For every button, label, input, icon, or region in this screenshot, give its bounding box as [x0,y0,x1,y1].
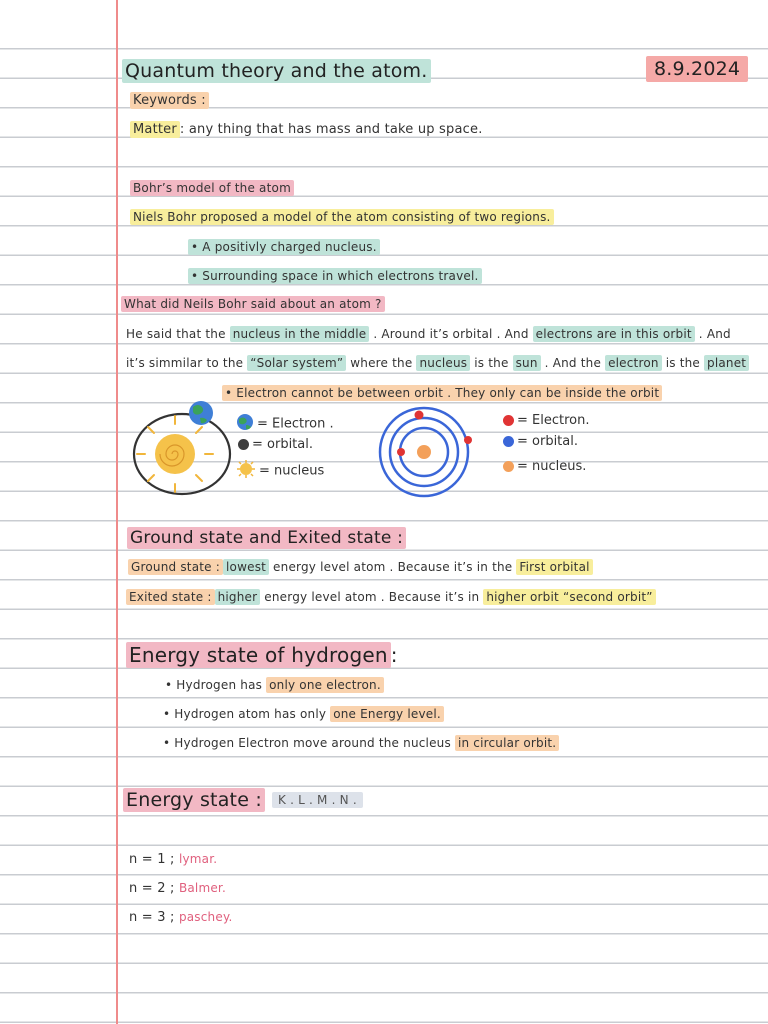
bohr-answer-line-1: He said that the nucleus in the middle . Around it’s orbital . And electrons are in this orbit . And [126,327,731,341]
electron-dot-icon [503,415,514,426]
ground-state-line: Ground state : lowest energy level atom . Because it’s in the First orbital [128,560,593,574]
keywords-label: Keywords : [130,93,209,108]
series-row-1: n = 1 ; lymar. [129,852,218,867]
exited-state-line: Exited state : higher energy level atom . Because it’s in higher orbit “second orbit” [126,590,656,604]
nucleus-dot-icon [503,461,514,472]
sun-icon [236,459,256,483]
earth-icon [236,413,254,435]
hydrogen-bullet-3: • Hydrogen Electron move around the nucleus in circular orbit. [163,736,559,750]
bohr-note: • Electron cannot be between orbit . They only can be inside the orbit [222,386,662,400]
earth-icon [189,401,213,425]
legend-left-orbital: = orbital. [238,437,313,452]
legend-right-electron: = Electron. [503,413,589,428]
legend-left-nucleus: = nucleus [236,459,324,483]
nucleus-dot [417,445,431,459]
orbital-dot-icon [238,439,249,450]
legend-right-nucleus: = nucleus. [503,459,586,474]
bohr-intro: Niels Bohr proposed a model of the atom consisting of two regions. [130,210,554,224]
sun-icon [137,416,213,492]
orbital-dot-icon [503,436,514,447]
page-title: Quantum theory and the atom. [122,60,431,82]
margin-line [116,0,118,1024]
series-row-3: n = 3 ; paschey. [129,910,233,925]
energy-shells: K . L . M . N . [272,793,363,807]
legend-left-electron: = Electron . [236,413,334,435]
legend-right-orbital: = orbital. [503,434,578,449]
electron-dot [415,411,424,420]
bohr-bullet-1: • A positivly charged nucleus. [188,240,380,254]
bohr-answer-line-2: it’s simmilar to the “Solar system” where the nucleus is the sun . And the electron is the planet [126,356,749,370]
electron-dot [397,448,405,456]
electron-dot [464,436,472,444]
hydrogen-bullet-2: • Hydrogen atom has only one Energy level. [163,707,444,721]
bohr-question: What did Neils Bohr said about an atom ? [121,297,385,311]
energy-state-heading: Energy state : [123,789,265,811]
hydrogen-bullet-1: • Hydrogen has only one electron. [165,678,384,692]
bohr-atom-diagram [372,403,482,499]
date-badge: 8.9.2024 [646,58,748,80]
bohr-bullet-2: • Surrounding space in which electrons travel. [188,269,482,283]
hydrogen-heading: Energy state of hydrogen : [126,643,398,667]
matter-definition: Matter : any thing that has mass and take up space. [130,122,483,137]
series-row-2: n = 2 ; Balmer. [129,881,226,896]
ground-exited-heading: Ground state and Exited state : [127,528,406,548]
bohr-heading: Bohr’s model of the atom [130,181,294,195]
solar-atom-diagram [125,398,235,498]
